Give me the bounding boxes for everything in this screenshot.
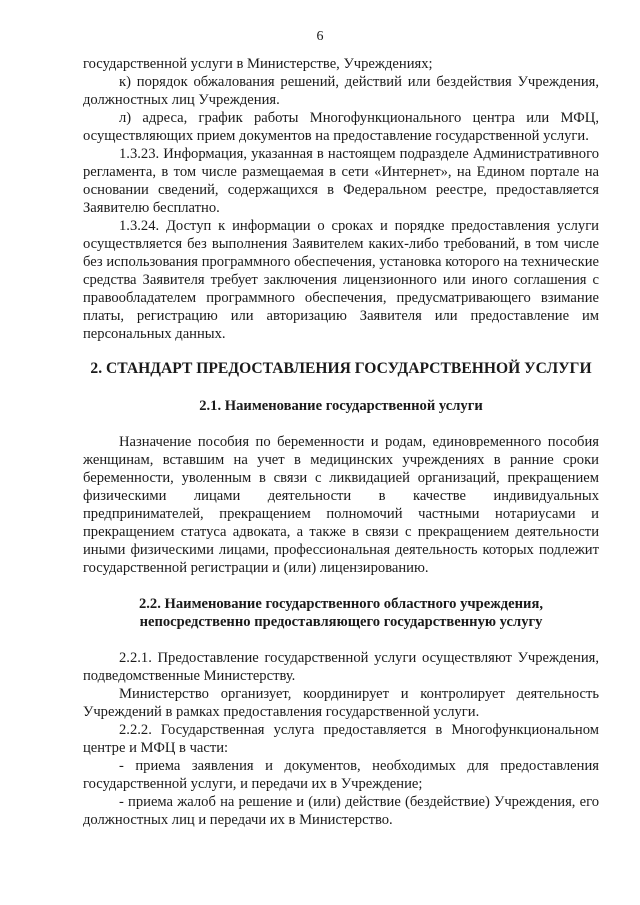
- subsection-heading-2-2-line-1: 2.2. Наименование государственного областного учреждения,: [138, 596, 544, 612]
- paragraph-2-2-2: 2.2.2. Государственная услуга предоставляется в Многофункциональном центре и МФЦ в части:: [83, 722, 599, 756]
- subsection-heading-2-1: 2.1. Наименование государственной услуги: [199, 398, 483, 414]
- document-body: [83, 55, 599, 829]
- subsection-heading-2-2: [83, 595, 599, 631]
- section-heading-2: 2. СТАНДАРТ ПРЕДОСТАВЛЕНИЯ ГОСУДАРСТВЕННОЙ УСЛУГИ: [90, 360, 592, 377]
- paragraph-2-2-1: 2.2.1. Предоставление государственной услуги осуществляют Учреждения, подведомственные Министерству.: [83, 650, 599, 684]
- paragraph-item-l: л) адреса, график работы Многофункционального центра или МФЦ, осуществляющих прием документов на предоставление государственной услуги.: [83, 110, 599, 144]
- list-item-applications: - приема заявления и документов, необходимых для предоставления государственной услуги, и передачи их в Учреждение;: [83, 758, 599, 792]
- paragraph-continuation: государственной услуги в Министерстве, Учреждениях;: [83, 56, 433, 72]
- paragraph-item-k: к) порядок обжалования решений, действий или бездействия Учреждения, должностных лиц Учреждения.: [83, 74, 599, 108]
- subsection-heading-2-2-line-2: непосредственно предоставляющего государственную услугу: [139, 614, 543, 630]
- paragraph-1-3-23: 1.3.23. Информация, указанная в настоящем подразделе Административного регламента, в том числе размещаемая в сети «Интернет», на Едином портале на основании сведений, содержащихся в Федеральном реестре, предоставляется Заявителю бесплатно.: [83, 146, 599, 216]
- page-number: 6: [316, 29, 324, 44]
- paragraph-ministry-role: Министерство организует, координирует и контролирует деятельность Учреждений в рамках предоставления государственной услуги.: [83, 686, 599, 720]
- paragraph-1-3-24: 1.3.24. Доступ к информации о сроках и порядке предоставления услуги осуществляется без выполнения Заявителем каких-либо требований, в том числе без использования программного обеспечения, установка которого на технические средства Заявителя требует заключения лицензионного или иного соглашения с правообладателем программного обеспечения, предусматривающего взимание платы, регистрацию или авторизацию Заявителя или предоставление им персональных данных.: [83, 218, 599, 342]
- paragraph-service-name: Назначение пособия по беременности и родам, единовременного пособия женщинам, вставшим на учет в медицинских учреждениях в ранние сроки беременности, уволенным в связи с ликвидацией организаций, прекращением физическими лицами деятельности в качестве индивидуальных предпринимателей, прекращением полномочий частными нотариусами и прекращением статуса адвоката, а также в связи с прекращением деятельности иными физическими лицами, профессиональная деятельность которых подлежит государственной регистрации и (или) лицензированию.: [83, 434, 599, 576]
- list-item-complaints: - приема жалоб на решение и (или) действие (бездействие) Учреждения, его должностных лиц и передачи их в Министерство.: [83, 794, 599, 828]
